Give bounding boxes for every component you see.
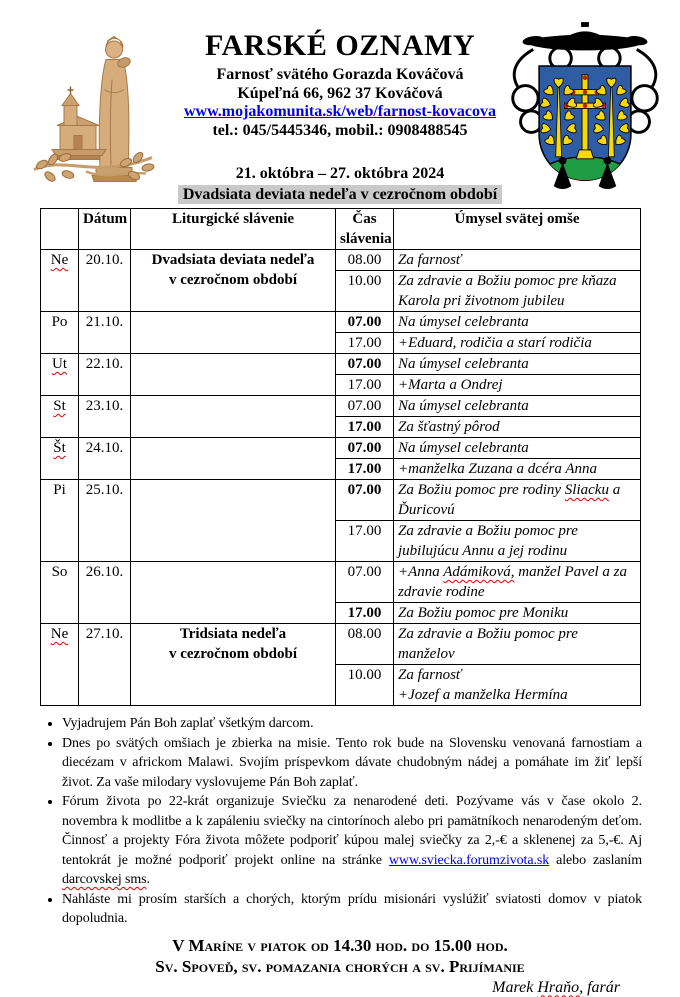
header	[0, 0, 680, 208]
intention-cell: Na úmysel celebranta	[394, 396, 641, 417]
table-row	[41, 396, 641, 417]
bullet-item: • Fórum života po 22-krát organizuje Sviečku za nenarodené deti. Pozývame vás v čase okolo 2. novembra k modlitbe a k zapáleniu sviečky na cintorínoch alebo pri pamätníkoch nenarodeným deťom. Činnosť a projekty Fóra života môžete podporiť kúpou malej sviečky za 2,-€ a sklenenej za 5,-€. Aj tentokrát je možné podporiť projekt online na stránke www.sviecka.forumzivota.sk alebo zaslaním darcovskej sms.	[62, 792, 642, 890]
table-row	[41, 312, 641, 333]
statue-image	[26, 28, 166, 186]
intention-cell: Za farnosť	[394, 250, 641, 271]
intention-cell: Za Božiu pomoc pre rodiny Sliacku a Ďuricovú	[394, 480, 641, 521]
liturgical-cell	[131, 438, 336, 480]
day-cell: St	[41, 396, 79, 438]
time-cell: 17.00	[336, 417, 394, 438]
time-cell: 07.00	[336, 354, 394, 375]
day-cell: Ne	[41, 250, 79, 312]
intention-cell: Za zdravie a Božiu pomoc pre kňaza Karola pri životnom jubileu	[394, 271, 641, 312]
intention-cell: Za zdravie a Božiu pomoc pre manželov	[394, 624, 641, 665]
date-cell: 23.10.	[79, 396, 131, 438]
page-title: FARSKÉ OZNAMY	[204, 29, 476, 62]
table-row	[41, 354, 641, 375]
liturgical-cell	[131, 480, 336, 562]
date-cell: 21.10.	[79, 312, 131, 354]
intention-cell: Za farnosť +Jozef a manželka Hermína	[394, 665, 641, 706]
week-title-wrap	[150, 185, 530, 204]
liturgical-cell	[131, 396, 336, 438]
day-cell: Št	[41, 438, 79, 480]
day-cell: Pi	[41, 480, 79, 562]
time-cell: 08.00	[336, 624, 394, 665]
day-cell: So	[41, 562, 79, 624]
day-cell: Ut	[41, 354, 79, 396]
intention-cell: Za šťastný pôrod	[394, 417, 641, 438]
time-cell: 17.00	[336, 521, 394, 562]
table-row	[41, 438, 641, 459]
week-title: Dvadsiata deviata nedeľa v cezročnom období	[178, 185, 502, 204]
candle-project-link[interactable]: www.sviecka.forumzivota.sk	[388, 852, 550, 868]
signature: Marek Hraňo, farár	[492, 978, 620, 996]
intention-cell: +manželka Zuzana a dcéra Anna	[394, 459, 641, 480]
time-cell: 17.00	[336, 603, 394, 624]
footer	[0, 935, 680, 997]
table-row	[41, 624, 641, 665]
time-cell: 07.00	[336, 312, 394, 333]
time-cell: 10.00	[336, 665, 394, 706]
bullet-item: • Dnes po svätých omšiach je zbierka na misie. Tento rok bude na Slovensku venovaná farnostiam a diecézam v africkom Malawi. Svojím príspevkom dávate chudobným nádej a pomáhate im žiť lepší život. Za vaše milodary vyslovujeme Pán Boh zaplať.	[62, 734, 642, 793]
liturgical-cell: Tridsiata nedeľa v cezročnom období	[131, 624, 336, 706]
intention-cell: Na úmysel celebranta	[394, 354, 641, 375]
parish-name: Farnosť svätého Gorazda Kováčová	[216, 66, 464, 83]
parish-website-link[interactable]: www.mojakomunita.sk/web/farnost-kovacova	[183, 103, 496, 120]
time-cell: 17.00	[336, 375, 394, 396]
intention-cell: Za Božiu pomoc pre Moniku	[394, 603, 641, 624]
col-header-liturgical: Liturgické slávenie	[131, 209, 336, 250]
liturgical-cell	[131, 354, 336, 396]
time-cell: 07.00	[336, 438, 394, 459]
liturgical-cell	[131, 312, 336, 354]
col-header-day	[41, 209, 79, 250]
announcements	[40, 714, 642, 929]
footer-line-sacraments: Sv. Spoveď, sv. pomazania chorých a sv. Prijímanie	[155, 956, 525, 976]
week-range: 21. októbra – 27. októbra 2024	[235, 165, 445, 182]
intention-cell: Na úmysel celebranta	[394, 438, 641, 459]
time-cell: 07.00	[336, 396, 394, 417]
bullet-item: • Nahláste mi prosím starších a chorých, ktorým prídu misionári vyslúžiť sviatosti domov v piatok dopoludnia.	[62, 890, 642, 929]
liturgical-cell: Dvadsiata deviata nedeľa v cezročnom období	[131, 250, 336, 312]
day-cell: Ne	[41, 624, 79, 706]
header-text	[150, 30, 530, 204]
day-cell: Po	[41, 312, 79, 354]
col-header-intention: Úmysel svätej omše	[394, 209, 641, 250]
parish-address: Kúpeľná 66, 962 37 Kováčová	[237, 84, 443, 102]
intention-cell: +Anna Adámiková, manžel Pavel a za zdravie rodine	[394, 562, 641, 603]
time-cell: 07.00	[336, 562, 394, 603]
table-header-row	[41, 209, 641, 250]
intention-cell: +Marta a Ondrej	[394, 375, 641, 396]
date-cell: 22.10.	[79, 354, 131, 396]
time-cell: 07.00	[336, 480, 394, 521]
table-row	[41, 562, 641, 603]
intention-cell: Za zdravie a Božiu pomoc pre jubilujúcu Annu a jej rodinu	[394, 521, 641, 562]
time-cell: 08.00	[336, 250, 394, 271]
intention-cell: Na úmysel celebranta	[394, 312, 641, 333]
footer-line-marina: V Maríne v piatok od 14.30 hod. do 15.00 hod.	[172, 935, 508, 955]
date-cell: 27.10.	[79, 624, 131, 706]
table-row	[41, 480, 641, 521]
date-cell: 26.10.	[79, 562, 131, 624]
col-header-date: Dátum	[79, 209, 131, 250]
mass-schedule-table	[40, 208, 641, 706]
intention-cell: +Eduard, rodičia a starí rodičia	[394, 333, 641, 354]
time-cell: 17.00	[336, 333, 394, 354]
time-cell: 17.00	[336, 459, 394, 480]
date-cell: 25.10.	[79, 480, 131, 562]
bullet-item: • Vyjadrujem Pán Boh zaplať všetkým darcom.	[62, 714, 642, 734]
parish-phone: tel.: 045/5445346, mobil.: 0908488545	[212, 121, 468, 139]
date-cell: 24.10.	[79, 438, 131, 480]
date-cell: 20.10.	[79, 250, 131, 312]
col-header-time: Čas slávenia	[336, 209, 394, 250]
liturgical-cell	[131, 562, 336, 624]
table-row	[41, 250, 641, 271]
time-cell: 10.00	[336, 271, 394, 312]
